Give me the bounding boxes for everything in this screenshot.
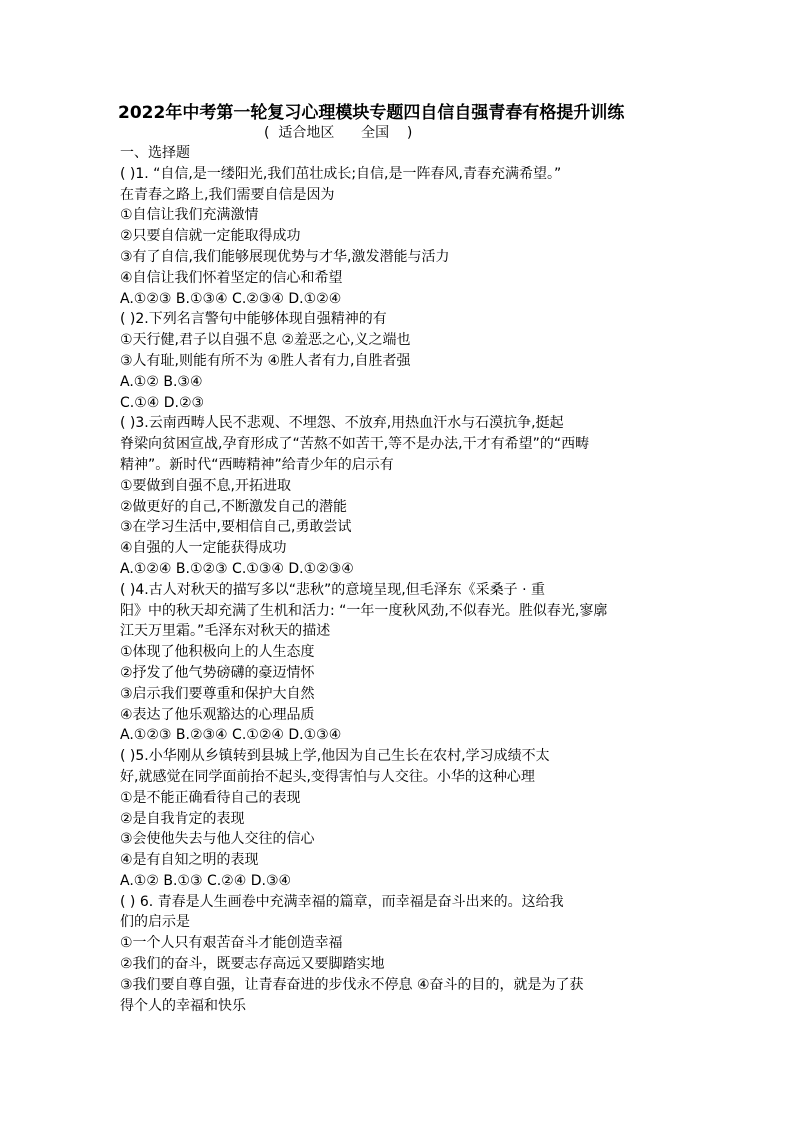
question-1 — [120, 164, 680, 310]
question-stem-line: ( )4.古人对秋天的描写多以“悲秋”的意境呈现,但毛泽东《采桑子 · 重 — [120, 581, 546, 598]
question-stem-line: 们的启示是 — [120, 914, 190, 931]
statement-item: ①一个人只有艰苦奋斗才能创造幸福 — [120, 935, 343, 952]
document-body — [120, 143, 680, 1016]
question-stem-line: ( )1. “自信,是一缕阳光,我们茁壮成长;自信,是一阵春风,青春充满希望。” — [120, 165, 562, 182]
statement-item: ③会使他失去与他人交往的信心 — [120, 831, 315, 848]
question-list — [120, 164, 680, 1017]
statement-item: ③人有耻,则能有所不为 ④胜人者有力,自胜者强 — [120, 352, 411, 369]
answer-options: A.①②③ B.①③④ C.②③④ D.①②④ — [120, 290, 342, 307]
statement-item: ②是自我肯定的表现 — [120, 810, 245, 827]
question-stem-line: 江天万里霜。”毛泽东对秋天的描述 — [120, 623, 331, 640]
statement-item: ③在学习生活中,要相信自己,勇敢尝试 — [120, 519, 352, 536]
question-stem-line: ( )2.下列名言警句中能够体现自强精神的有 — [120, 311, 387, 328]
statement-item: ③我们要自尊自强，让青春奋进的步伐永不停息 ④奋斗的目的，就是为了获 — [120, 976, 584, 993]
question-4 — [120, 580, 680, 746]
statement-item: ②只要自信就一定能取得成功 — [120, 228, 301, 245]
statement-item: ②我们的奋斗，既要志存高远又要脚踏实地 — [120, 956, 385, 973]
question-stem-line: ( )3.云南西畴人民不悲观、不埋怨、不放弃,用热血汗水与石漠抗争,挺起 — [120, 415, 564, 432]
statement-item: ①天行健,君子以自强不息 ②羞恶之心,义之端也 — [120, 332, 411, 349]
document-title: 2022年中考第一轮复习心理模块专题四自信自强青春有格提升训练 — [118, 103, 625, 123]
statement-item: ①自信让我们充满激情 — [120, 207, 259, 224]
question-stem-line: ( ) 6. 青春是人生画卷中充满幸福的篇章，而幸福是奋斗出来的。这给我 — [120, 893, 564, 910]
statement-item: ④自强的人一定能获得成功 — [120, 540, 287, 557]
statement-item: ③启示我们要尊重和保护大自然 — [120, 685, 315, 702]
question-5 — [120, 746, 680, 892]
statement-item: ②做更好的自己,不断激发自己的潜能 — [120, 498, 348, 515]
answer-options: A.①② B.①③ C.②④ D.③④ — [120, 872, 292, 889]
question-3 — [120, 413, 680, 579]
statement-item: ①要做到自强不息,开拓进取 — [120, 477, 292, 494]
statement-item: ④自信让我们怀着坚定的信心和希望 — [120, 269, 343, 286]
answer-options: A.①②③ B.②③④ C.①②④ D.①③④ — [120, 727, 342, 744]
statement-item: ④表达了他乐观豁达的心理品质 — [120, 706, 315, 723]
question-stem-line: 脊梁向贫困宣战,孕育形成了“苦熬不如苦干,等不是办法,干才有希望”的“西畴 — [120, 436, 590, 453]
answer-options: C.①④ D.②③ — [120, 394, 205, 411]
question-2 — [120, 309, 680, 413]
question-stem-line: 阳》中的秋天却充满了生机和活力: “一年一度秋风劲,不似春光。胜似春光,寥廓 — [120, 602, 608, 619]
statement-item: ①是不能正确看待自己的表现 — [120, 789, 301, 806]
question-stem-line: 好,就感觉在同学面前抬不起头,变得害怕与人交往。小华的这种心理 — [120, 768, 535, 785]
answer-options: A.①② B.③④ — [120, 373, 203, 390]
question-stem-line: 在青春之路上,我们需要自信是因为 — [120, 186, 335, 203]
statement-item: 得个人的幸福和快乐 — [120, 997, 246, 1014]
document-subtitle: ( 适合地区 全国 ) — [264, 125, 413, 141]
statement-item: ③有了自信,我们能够展现优势与才华,激发潜能与活力 — [120, 248, 450, 265]
answer-options: A.①②④ B.①②③ C.①③④ D.①②③④ — [120, 560, 354, 577]
question-stem-line: ( )5.小华刚从乡镇转到县城上学,他因为自己生长在农村,学习成绩不太 — [120, 748, 550, 765]
question-stem-line: 精神”。新时代“西畴精神”给青少年的启示有 — [120, 456, 394, 473]
statement-item: ②抒发了他气势磅礴的豪迈情怀 — [120, 664, 315, 681]
statement-item: ①体现了他积极向上的人生态度 — [120, 644, 315, 661]
question-6 — [120, 892, 680, 1017]
statement-item: ④是有自知之明的表现 — [120, 852, 259, 869]
section-heading: 一、选择题 — [120, 145, 190, 161]
